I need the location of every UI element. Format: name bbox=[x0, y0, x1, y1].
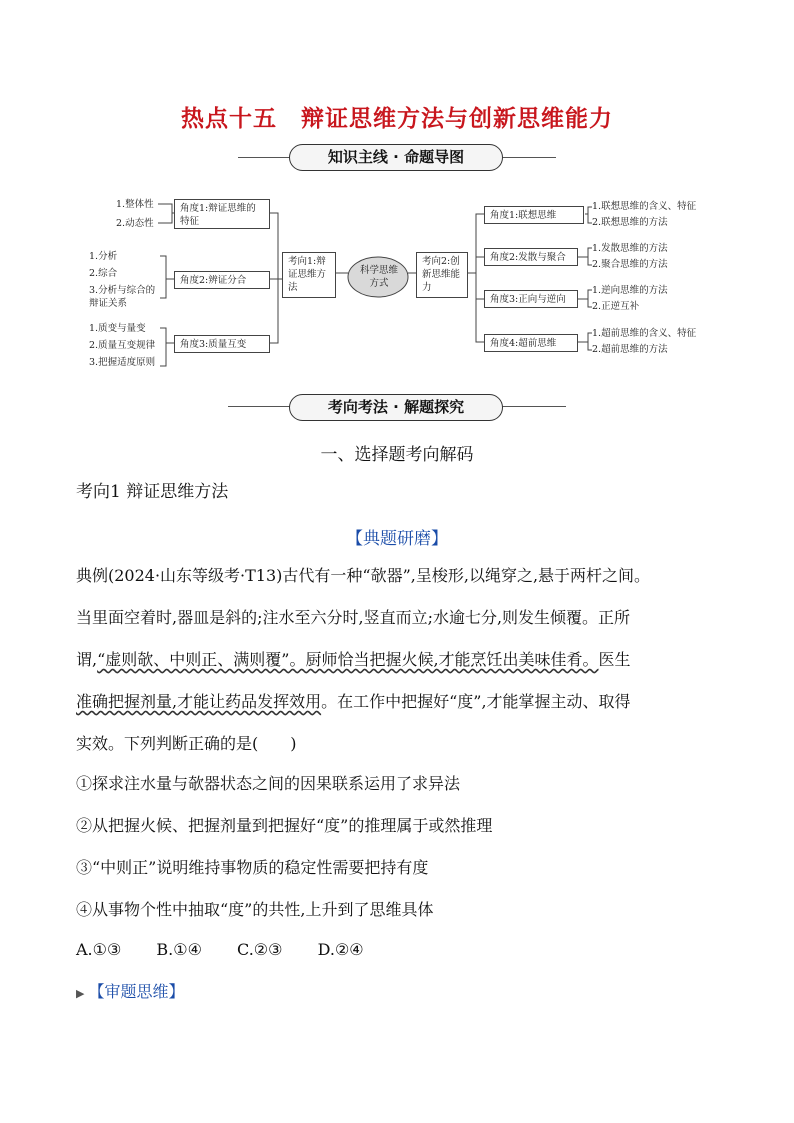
left-angle-box-2: 角度2:辨证分合 bbox=[174, 271, 270, 289]
list-item: 1.分析 bbox=[89, 251, 118, 262]
question-line-1: 典例(2024·山东等级考·T13)古代有一种“欹器”,呈梭形,以绳穿之,悬于两杆之间。 bbox=[76, 566, 651, 585]
list-item: 1.联想思维的含义、特征 bbox=[592, 201, 697, 212]
wavy-underlined-text: “虚则欹、中则正、满则覆”。厨师恰当把握火候,才能烹饪出美味佳肴。 bbox=[97, 650, 599, 669]
left-items-3 bbox=[89, 322, 169, 369]
list-item: 2.动态性 bbox=[116, 218, 154, 229]
right-angle-box-3: 角度3:正向与逆向 bbox=[484, 290, 578, 308]
sub-heading: 考向1 辩证思维方法 bbox=[76, 482, 229, 502]
statement-3: ③“中则正”说明维持事物质的稳定性需要把持有度 bbox=[76, 858, 429, 877]
example-heading: 【典题研磨】 bbox=[346, 529, 448, 549]
statement-2: ②从把握火候、把握剂量到把握好“度”的推理属于或然推理 bbox=[76, 816, 493, 835]
right-main-box: 考向2:创新思维能力 bbox=[416, 252, 468, 298]
right-items-4 bbox=[592, 327, 717, 356]
text-span: 医生 bbox=[598, 650, 631, 669]
list-item: 3.把握适度原则 bbox=[89, 357, 156, 368]
page-title: 热点十五 辩证思维方法与创新思维能力 bbox=[181, 106, 613, 132]
list-item: 2.联想思维的方法 bbox=[592, 217, 668, 228]
list-item: 1.整体性 bbox=[116, 199, 154, 210]
mind-map-center: 科学思维方式 bbox=[360, 265, 399, 289]
list-item: 2.聚合思维的方法 bbox=[592, 259, 668, 270]
left-angle-box-3: 角度3:质量互变 bbox=[174, 335, 270, 353]
right-items-2 bbox=[592, 242, 717, 271]
option-a[interactable]: A.①③ bbox=[76, 940, 122, 959]
question-line-5: 实效。下列判断正确的是( ) bbox=[76, 734, 297, 753]
wavy-underlined-text: 准确把握剂量,才能让药品发挥效用 bbox=[76, 692, 322, 711]
text-span: 。在工作中把握好“度”,才能掌握主动、取得 bbox=[321, 692, 631, 711]
list-item: 1.发散思维的方法 bbox=[592, 243, 668, 254]
right-items-1 bbox=[592, 200, 717, 229]
right-items-3 bbox=[592, 284, 717, 313]
left-items-1 bbox=[116, 198, 161, 230]
statement-1: ①探求注水量与欹器状态之间的因果联系运用了求异法 bbox=[76, 774, 461, 793]
list-item: 2.正逆互补 bbox=[592, 301, 640, 312]
list-item: 2.综合 bbox=[89, 268, 118, 279]
question-line-2: 当里面空着时,器皿是斜的;注水至六分时,竖直而立;水逾七分,则发生倾覆。正所 bbox=[76, 608, 631, 627]
right-angle-box-4: 角度4:超前思维 bbox=[484, 334, 578, 352]
section-banner-knowledge: 知识主线 · 命题导图 bbox=[289, 144, 503, 171]
answer-options bbox=[76, 940, 724, 960]
list-item: 1.超前思维的含义、特征 bbox=[592, 328, 697, 339]
list-item: 1.质变与量变 bbox=[89, 323, 146, 334]
option-b[interactable]: B.①④ bbox=[156, 940, 202, 959]
section-heading: 一、选择题考向解码 bbox=[320, 445, 474, 465]
text-span: 谓, bbox=[76, 650, 98, 669]
left-items-2 bbox=[89, 250, 164, 310]
section-banner-exam: 考向考法 · 解题探究 bbox=[289, 394, 503, 421]
list-item: 2.超前思维的方法 bbox=[592, 344, 668, 355]
list-item: 3.分析与综合的辩证关系 bbox=[89, 285, 156, 309]
question-line-4 bbox=[76, 692, 724, 712]
list-item: 2.质量互变规律 bbox=[89, 340, 156, 351]
triangle-right-icon: ▶ bbox=[76, 987, 85, 1000]
analysis-toggle[interactable] bbox=[76, 982, 184, 1004]
right-angle-box-1: 角度1:联想思维 bbox=[484, 206, 584, 224]
left-main-box: 考向1:辩证思维方法 bbox=[282, 252, 336, 298]
analysis-label: 【审题思维】 bbox=[88, 982, 185, 1001]
list-item: 1.逆向思维的方法 bbox=[592, 285, 668, 296]
statement-4: ④从事物个性中抽取“度”的共性,上升到了思维具体 bbox=[76, 900, 434, 919]
option-d[interactable]: D.②④ bbox=[317, 940, 364, 959]
question-line-3 bbox=[76, 650, 724, 670]
left-angle-box-1: 角度1:辩证思维的特征 bbox=[174, 199, 270, 229]
mind-map bbox=[80, 190, 720, 380]
right-angle-box-2: 角度2:发散与聚合 bbox=[484, 248, 578, 266]
option-c[interactable]: C.②③ bbox=[237, 940, 283, 959]
